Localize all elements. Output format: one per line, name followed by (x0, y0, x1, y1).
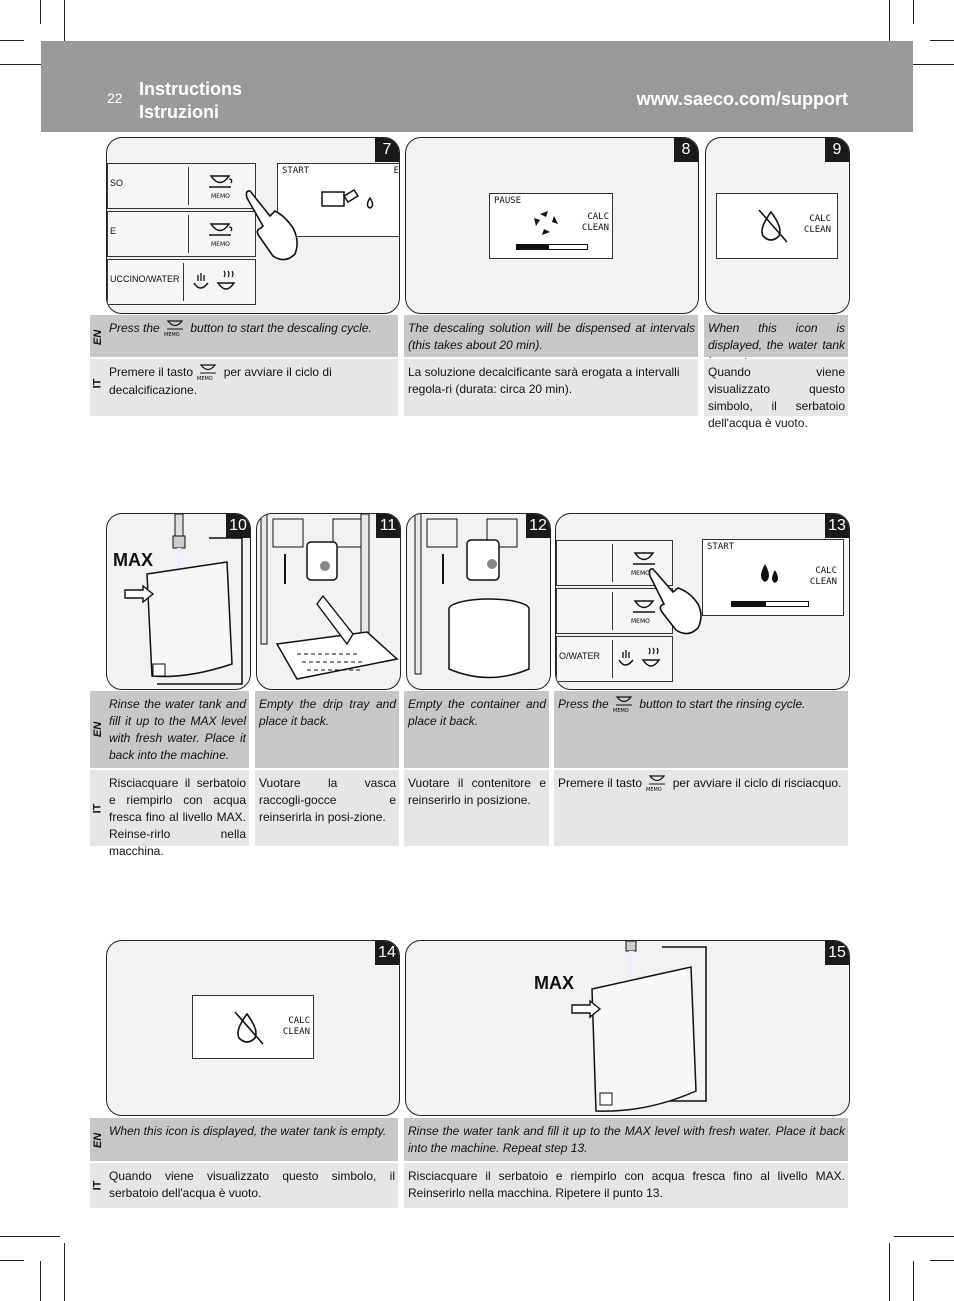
svg-text:MEMO: MEMO (197, 376, 214, 382)
step-13-illustration (555, 513, 850, 690)
step-number: 8 (674, 138, 698, 162)
arrow-icon (570, 999, 602, 1019)
memo-label: MEMO (211, 193, 230, 200)
progress-fill (517, 245, 549, 249)
step-9-it-text: Quando viene visualizzato questo simbolo, il serbatoio dell'acqua è vuoto. (704, 359, 848, 416)
svg-text:MEMO: MEMO (631, 570, 650, 577)
step-13-it-text (554, 770, 848, 846)
max-level-label: MAX (534, 973, 574, 993)
memo-cup-icon (189, 215, 251, 253)
step-11-en-text: Empty the drip tray and place it back. (255, 691, 399, 768)
crop-mark (889, 1243, 890, 1301)
text-part: Press the (558, 697, 613, 712)
button-row (107, 259, 256, 305)
arrow-icon (123, 584, 155, 604)
step-15-it-text: Risciacquare il serbatoio e riempirlo con acqua fresca fino al livello MAX. Reinserirlo nella macchina. Ripetere il punto 13. (404, 1163, 848, 1208)
display-screen (702, 539, 844, 616)
step-number: 10 (226, 514, 250, 538)
step-number: 7 (375, 138, 399, 162)
hand-pointer-icon (648, 564, 708, 639)
text-part: Premere il tasto (109, 365, 197, 380)
lang-label-en: EN (92, 329, 105, 346)
button-label: O/WATER (559, 651, 600, 661)
lang-label-en: EN (92, 1132, 105, 1149)
steam-button[interactable] (183, 263, 246, 301)
crop-mark (894, 1236, 954, 1237)
lang-label-it: IT (91, 1180, 104, 1191)
crop-mark (930, 1260, 954, 1261)
step-12-it-text: Vuotare il contenitore e reinserirlo in posizione. (404, 770, 549, 846)
button-row (556, 636, 673, 682)
step-14-en-text: When this icon is displayed, the water tank is empty. (105, 1118, 398, 1161)
button-label: UCCINO/WATER (110, 274, 180, 284)
page-number: 22 (107, 90, 123, 106)
svg-text:MEMO: MEMO (646, 787, 663, 793)
lang-label-it: IT (91, 378, 104, 389)
clean-label: CLEAN (809, 577, 837, 587)
step-9-illustration (705, 137, 850, 314)
steam-button[interactable] (612, 640, 675, 678)
display-status: START (707, 542, 735, 552)
container-icon (407, 514, 550, 689)
memo-button[interactable] (188, 167, 251, 205)
progress-fill (732, 602, 766, 606)
step-number: 15 (825, 941, 849, 965)
crop-mark (0, 1236, 60, 1237)
empty-tank-icon (231, 1008, 267, 1048)
steam-cup-icon (184, 263, 246, 301)
crop-mark (930, 40, 954, 41)
crop-mark (913, 1261, 914, 1301)
water-tank-icon (576, 941, 716, 1115)
crop-mark (40, 0, 41, 24)
water-drop-icon (755, 560, 785, 590)
text-part: button to start the rinsing cycle. (636, 697, 806, 712)
step-13-en-text (554, 691, 848, 768)
steam-cup-icon (613, 640, 675, 678)
empty-tank-icon (755, 206, 791, 246)
memo-cup-icon (612, 696, 636, 714)
clean-label: CLEAN (282, 1027, 310, 1037)
display-status: START (282, 166, 310, 176)
svg-text:MEMO: MEMO (613, 708, 629, 714)
step-7-it-text (105, 359, 398, 416)
step-11-it-text: Vuotare la vasca raccogli-gocce e reinserirla in posi-zione. (255, 770, 399, 846)
crop-mark (0, 1260, 24, 1261)
rotating-arrows-icon (530, 206, 564, 240)
display-calc-clean (283, 1016, 310, 1038)
step-14-illustration (106, 940, 400, 1116)
page-header (41, 41, 913, 132)
step-11-illustration (256, 513, 401, 690)
step-15-illustration (405, 940, 850, 1116)
step-8-en-text: The descaling solution will be dispensed at intervals (this takes about 20 min). (404, 315, 698, 357)
support-link[interactable]: www.saeco.com/support (636, 89, 848, 109)
step-7-illustration (106, 137, 400, 314)
memo-cup-icon (189, 167, 251, 205)
calc-label: CALC (587, 212, 609, 222)
step-10-it-text: Risciacquare il serbatoio e riempirlo con acqua fresca fino al livello MAX. Reinse-rirlo nella macchina. (105, 770, 249, 846)
clean-label: CLEAN (581, 223, 609, 233)
step-10-en-text: Rinse the water tank and fill it up to the MAX level with fresh water. Place it back into the machine. (105, 691, 249, 768)
step-number: 13 (825, 514, 849, 538)
crop-mark (40, 1261, 41, 1301)
step-number: 11 (376, 514, 400, 538)
step-number: 9 (825, 138, 849, 162)
calc-label: CALC (809, 214, 831, 224)
step-12-illustration (406, 513, 551, 690)
memo-cup-icon (645, 775, 669, 793)
button-row (107, 211, 256, 257)
crop-mark (913, 0, 914, 24)
max-level-label: MAX (113, 550, 153, 570)
step-14-it-text: Quando viene visualizzato questo simbolo, il serbatoio dell'acqua è vuoto. (105, 1163, 398, 1208)
title-english: Instructions (139, 79, 243, 99)
step-10-illustration (106, 513, 251, 690)
step-9-en-text: When this icon is displayed, the water tank (704, 315, 848, 357)
svg-text:MEMO: MEMO (211, 241, 230, 248)
clean-label: CLEAN (803, 225, 831, 235)
step-number: 12 (526, 514, 550, 538)
step-8-it-text: La soluzione decalcificante sarà erogata a intervalli regola-ri (durata: circa 20 min). (404, 359, 698, 416)
hand-pointer-icon (245, 186, 305, 266)
svg-text:MEMO: MEMO (631, 618, 650, 625)
step-15-en-text: Rinse the water tank and fill it up to the MAX level with fresh water. Place it back into the machine. Repeat step 13. (404, 1118, 848, 1161)
step-12-en-text: Empty the container and place it back. (404, 691, 549, 768)
step-8-illustration (405, 137, 699, 314)
memo-cup-icon (163, 320, 187, 338)
text-part: per avviare il ciclo di decalcificazione. (109, 365, 332, 397)
text-part: per avviare il ciclo di risciacquo. (669, 776, 842, 791)
step-number: 14 (375, 941, 399, 965)
crop-mark (64, 1243, 65, 1301)
text-part: button to start the descaling cycle. (187, 321, 372, 336)
memo-cup-icon (196, 364, 220, 382)
memo-button[interactable] (188, 215, 251, 253)
calc-label: CALC (288, 1016, 310, 1026)
button-label: E (110, 226, 117, 236)
button-label: SO (110, 178, 124, 188)
display-calc-clean (810, 566, 837, 588)
descaler-bottle-icon (320, 186, 380, 216)
lang-label-en: EN (92, 721, 105, 738)
display-status: PAUSE (494, 196, 522, 206)
display-calc-clean (804, 214, 831, 236)
step-7-en-text (105, 315, 398, 357)
drip-tray-icon (257, 514, 400, 689)
text-part: Press the (109, 321, 164, 336)
svg-text:MEMO: MEMO (164, 332, 180, 338)
display-screen (489, 193, 613, 259)
calc-label: CALC (815, 566, 837, 576)
crop-mark (0, 40, 24, 41)
progress-bar (516, 244, 588, 250)
lang-label-it: IT (91, 803, 104, 814)
title-italian: Istruzioni (139, 102, 219, 122)
progress-bar (731, 601, 809, 607)
text-part: Premere il tasto (558, 776, 646, 791)
display-calc-clean (582, 212, 609, 234)
display-edge-text: E (393, 166, 399, 176)
display-screen (716, 193, 838, 259)
display-screen (192, 995, 314, 1059)
button-row (107, 163, 256, 209)
